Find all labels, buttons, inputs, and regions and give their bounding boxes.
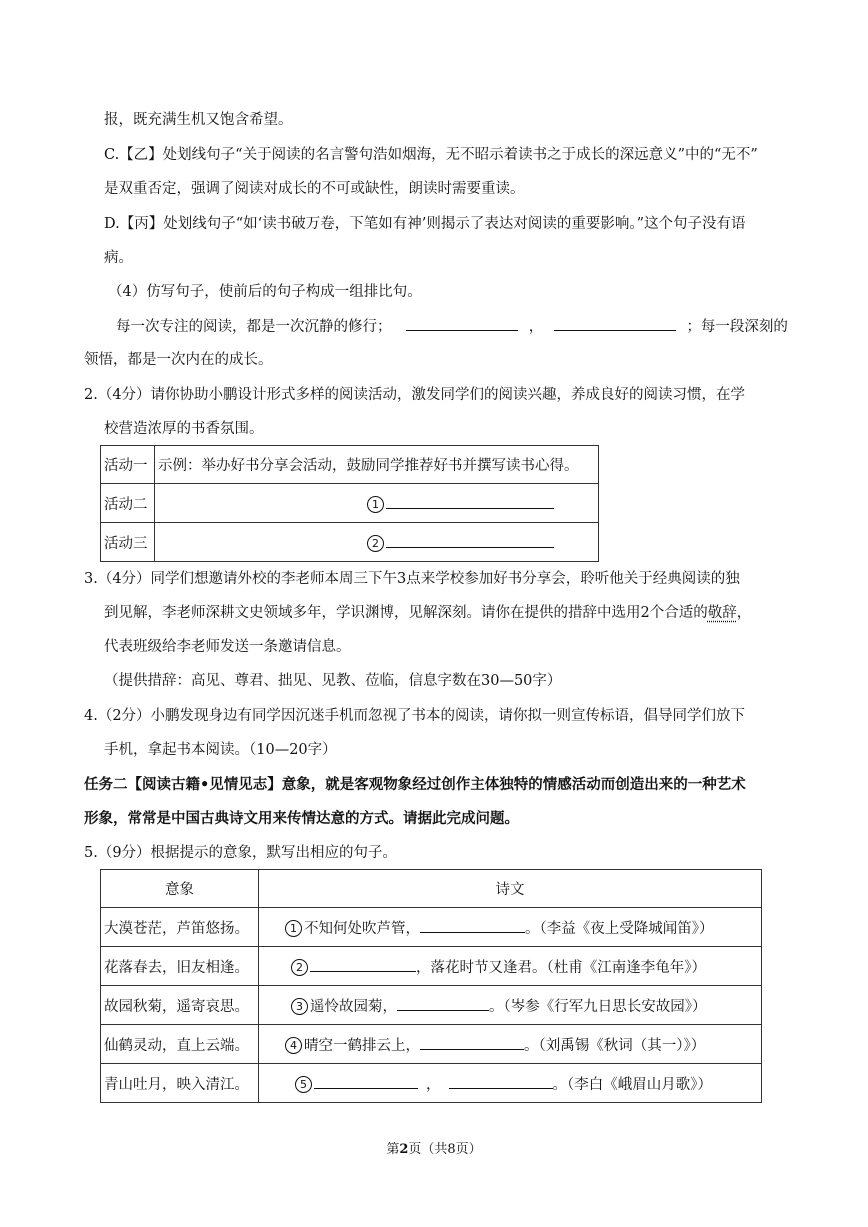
poem-post: 。（岑参《行军九日思长安故园》） [489, 998, 707, 1015]
q3-line3: 代表班级给李老师发送一条邀请信息。 [104, 639, 351, 655]
answer-blank-5-5b[interactable] [449, 1074, 553, 1089]
task2-heading-line2: 形象，常常是中国古典诗文用来传情达意的方式。请据此完成问题。 [84, 810, 519, 827]
image-cell: 大漠苍茫，芦笛悠扬。 [101, 908, 259, 947]
answer-blank-activity-3[interactable] [386, 533, 554, 548]
table-row [101, 446, 599, 484]
q1-sub4-comma: ， [528, 319, 544, 335]
page-number: 2 [399, 1142, 409, 1157]
activity-answer-cell [155, 523, 599, 562]
column-header-image: 意象 [101, 870, 259, 908]
circled-number: 1 [285, 920, 302, 937]
q1-sub4-prompt: （4）仿写句子，使前后的句子构成一组排比句。 [108, 284, 422, 300]
poem-post: 。（李白《峨眉山月歌》） [552, 1076, 712, 1093]
poem-post: 。（李益《夜上受降城闻笛》） [525, 920, 714, 937]
poem-cell [259, 908, 762, 947]
total-pages: 8 [447, 1142, 456, 1157]
activity-content: 示例：举办好书分享会活动，鼓励同学推荐好书并撰写读书心得。 [155, 446, 599, 484]
column-header-poem: 诗文 [259, 870, 762, 908]
poem-pre: 不知何处吹芦管， [304, 920, 420, 937]
circled-number: 3 [291, 998, 308, 1015]
poem-post: 。（刘禹锡《秋词（其一）》） [524, 1037, 706, 1054]
q1-option-c-line2: 是双重否定，强调了阅读对成长的不可或缺性，朗读时需要重读。 [104, 181, 525, 197]
activity-label: 活动二 [101, 484, 155, 523]
q1-option-d-line2: 病。 [104, 250, 133, 266]
q2-line2: 校营造浓厚的书香氛围。 [104, 421, 264, 437]
circled-number: 2 [291, 959, 308, 976]
q3-line4: （提供措辞：高见、尊君、拙见、见教、莅临，信息字数在30—50字） [104, 673, 562, 689]
image-cell: 仙鹤灵动，直上云端。 [101, 1025, 259, 1064]
poem-pre: 晴空一鹤排云上， [304, 1037, 420, 1054]
table-header-row [101, 870, 762, 908]
footer-post: 页） [455, 1142, 482, 1157]
q3-line2 [104, 603, 751, 623]
q3-line1: 3.（4分）同学们想邀请外校的李老师本周三下午3点来学校参加好书分享会，聆听他关于经典阅读的独 [84, 571, 740, 587]
poem-cell [259, 1025, 762, 1064]
q2-line1: 2.（4分）请你协助小鹏设计形式多样的阅读活动，激发同学们的阅读兴趣，养成良好的阅读习惯，在学 [84, 387, 746, 403]
q3-line2-pre: 到见解，李老师深耕文史领域多年，学识渊博，见解深刻。请你在提供的措辞中选用2个合适的 [104, 605, 708, 621]
q1-sub4-sentence [116, 316, 788, 337]
footer-pre: 第 [386, 1142, 400, 1157]
q5-poetry-table [100, 869, 762, 1103]
answer-blank-5-1[interactable] [420, 918, 525, 933]
q3-honorific-term: 敬辞 [707, 605, 737, 621]
circled-number: 4 [285, 1037, 302, 1054]
q2-activity-table [100, 445, 599, 562]
poem-cell [259, 947, 762, 986]
table-row [101, 523, 599, 562]
circled-number: 2 [367, 535, 384, 552]
answer-blank-5-5a[interactable] [314, 1074, 418, 1089]
table-row [101, 484, 599, 523]
table-row [101, 947, 762, 986]
table-row [101, 1025, 762, 1064]
q1-sub4-line2: 领悟，都是一次内在的成长。 [84, 352, 273, 368]
q1-option-b-tail: 报，既充满生机又饱含希望。 [104, 112, 293, 128]
q4-line1: 4.（2分）小鹏发现身边有同学因沉迷手机而忽视了书本的阅读，请你拟一则宣传标语，倡导同学们放下 [84, 708, 746, 724]
answer-blank-1[interactable] [406, 316, 518, 331]
q3-line2-post: ， [736, 605, 752, 621]
image-cell: 花落春去，旧友相逢。 [101, 947, 259, 986]
activity-label: 活动一 [101, 446, 155, 484]
table-row [101, 986, 762, 1025]
task2-heading-line1: 任务二【阅读古籍•见情见志】意象，就是客观物象经过创作主体独特的情感活动而创造出来的一种艺术 [84, 776, 746, 793]
answer-blank-5-3[interactable] [397, 996, 489, 1011]
table-row [101, 908, 762, 947]
q4-line2: 手机，拿起书本阅读。（10—20字） [104, 742, 337, 758]
circled-number: 1 [367, 496, 384, 513]
image-cell: 青山吐月，映入清江。 [101, 1064, 259, 1103]
q1-sub4-pre: 每一次专注的阅读，都是一次沉静的修行； [116, 319, 392, 335]
answer-blank-2[interactable] [554, 316, 676, 331]
footer-mid: 页（共 [408, 1142, 448, 1157]
image-cell: 故园秋菊，遥寄哀思。 [101, 986, 259, 1025]
answer-blank-5-4[interactable] [420, 1035, 524, 1050]
q1-sub4-post: ；每一段深刻的 [686, 319, 788, 335]
poem-post: ，落花时节又逢君。（杜甫《江南逢李龟年》） [416, 959, 706, 976]
q1-option-d-line1: D.【丙】处划线句子“如‘读书破万卷，下笔如有神’则揭示了表达对阅读的重要影响。”这个句子没有语 [104, 216, 746, 232]
answer-blank-activity-2[interactable] [386, 494, 554, 509]
activity-answer-cell [155, 484, 599, 523]
answer-blank-5-2[interactable] [310, 957, 416, 972]
poem-mid: ， [426, 1076, 441, 1093]
activity-label: 活动三 [101, 523, 155, 562]
q1-option-c-line1: C.【乙】处划线句子“关于阅读的名言警句浩如烟海，无不昭示着读书之于成长的深远意义”中的“无不” [104, 147, 758, 163]
poem-cell [259, 986, 762, 1025]
page-footer [0, 1138, 868, 1157]
q5-line1: 5.（9分）根据提示的意象，默写出相应的句子。 [84, 845, 398, 861]
circled-number: 5 [295, 1076, 312, 1093]
table-row [101, 1064, 762, 1103]
poem-pre: 遥怜故园菊， [310, 998, 397, 1015]
poem-cell [259, 1064, 762, 1103]
